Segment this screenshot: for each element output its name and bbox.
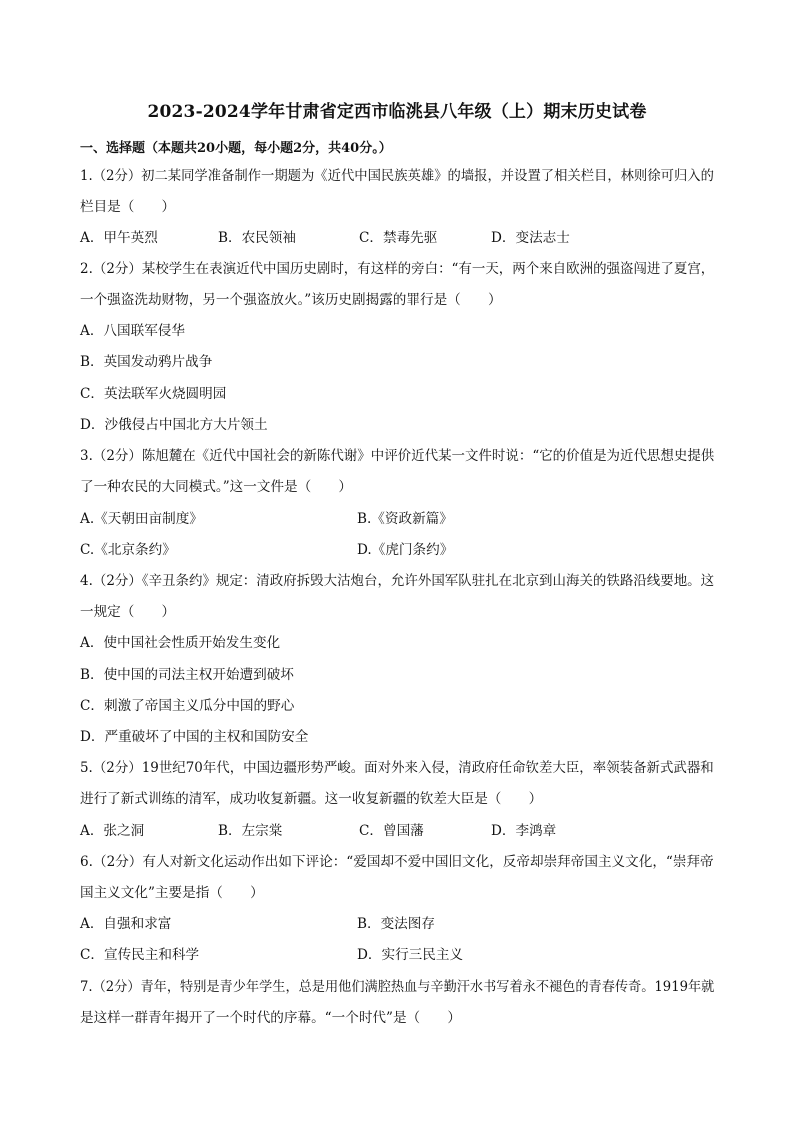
q4-stem-line2: 一规定（ ）: [80, 604, 176, 620]
q3-stem-line2: 了一种农民的大同模式。”这一文件是（ ）: [80, 479, 353, 495]
q6-option-b: B．变法图存: [357, 916, 435, 932]
q5-option-d: D．李鸿章: [491, 823, 557, 839]
q1-option-d: D．变法志士: [491, 230, 570, 246]
q6-option-d: D．实行三民主义: [357, 947, 464, 963]
q4-option-a: A．使中国社会性质开始发生变化: [80, 635, 281, 651]
q4-option-b: B．使中国的司法主权开始遭到破坏: [80, 667, 294, 683]
q1-option-b: B．农民领袖: [218, 230, 296, 246]
page-title: 2023-2024学年甘肃省定西市临洮县八年级（上）期末历史试卷: [147, 102, 647, 122]
q5-stem-line2: 进行了新式训练的清军，成功收复新疆。这一收复新疆的钦差大臣是（ ）: [80, 791, 543, 807]
q6-option-c: C．宣传民主和科学: [80, 947, 200, 963]
q5-option-b: B．左宗棠: [218, 823, 283, 839]
q3-stem-line1: 3.（2分）陈旭麓在《近代中国社会的新陈代谢》中评价近代某一文件时说：“它的价值是为近代思想史提供: [80, 448, 715, 464]
q2-option-d: D．沙俄侵占中国北方大片领土: [80, 417, 268, 433]
q3-option-c: C.《北京条约》: [80, 542, 176, 558]
q4-option-d: D．严重破坏了中国的主权和国防安全: [80, 729, 309, 745]
q3-option-d: D.《虎门条约》: [357, 542, 454, 558]
q5-option-a: A．张之洞: [80, 823, 145, 839]
q2-stem-line1: 2.（2分）某校学生在表演近代中国历史剧时，有这样的旁白：“有一天，两个来自欧洲的强盗闯进了夏宫，: [80, 261, 715, 277]
q4-stem-line1: 4.（2分）《辛丑条约》规定：清政府拆毁大沽炮台，允许外国军队驻扎在北京到山海关的铁路沿线要地。这: [80, 573, 715, 589]
q6-stem-line1: 6.（2分）有人对新文化运动作出如下评论：“爱国却不爱中国旧文化，反帝却崇拜帝国主义文化，“崇拜帝: [80, 854, 714, 870]
q4-option-c: C．刺激了帝国主义瓜分中国的野心: [80, 698, 295, 714]
q3-option-b: B.《资政新篇》: [357, 511, 453, 527]
q3-option-a: A.《天朝田亩制度》: [80, 511, 203, 527]
q7-stem-line1: 7.（2分）青年，特别是青少年学生，总是用他们满腔热血与辛勤汗水书写着永不褪色的青春传奇。1919年就: [80, 979, 715, 995]
q5-option-c: C．曾国藩: [359, 823, 424, 839]
q5-stem-line1: 5.（2分）19世纪70年代，中国边疆形势严峻。面对外来入侵，清政府任命钦差大臣，率领装备新式武器和: [80, 760, 714, 776]
q2-option-b: B．英国发动鸦片战争: [80, 354, 213, 370]
q2-option-c: C．英法联军火烧圆明园: [80, 386, 227, 402]
q1-stem-line1: 1.（2分）初二某同学准备制作一期题为《近代中国民族英雄》的墙报，并设置了相关栏目，林则徐可归入的: [80, 168, 714, 184]
section-heading: 一、选择题（本题共20小题，每小题2分，共40分。）: [80, 141, 392, 156]
q7-stem-line2: 是这样一群青年揭开了一个时代的序幕。“一个时代”是（ ）: [80, 1010, 461, 1026]
q6-option-a: A．自强和求富: [80, 916, 172, 932]
q1-option-c: C．禁毒先驱: [359, 230, 438, 246]
q2-option-a: A．八国联军侵华: [80, 323, 185, 339]
q2-stem-line2: 一个强盗洗劫财物，另一个强盗放火。”该历史剧揭露的罪行是（ ）: [80, 292, 502, 308]
q6-stem-line2: 国主义文化”主要是指（ ）: [80, 885, 264, 901]
q1-option-a: A．甲午英烈: [80, 230, 158, 246]
q1-stem-line2: 栏目是（ ）: [80, 199, 176, 215]
